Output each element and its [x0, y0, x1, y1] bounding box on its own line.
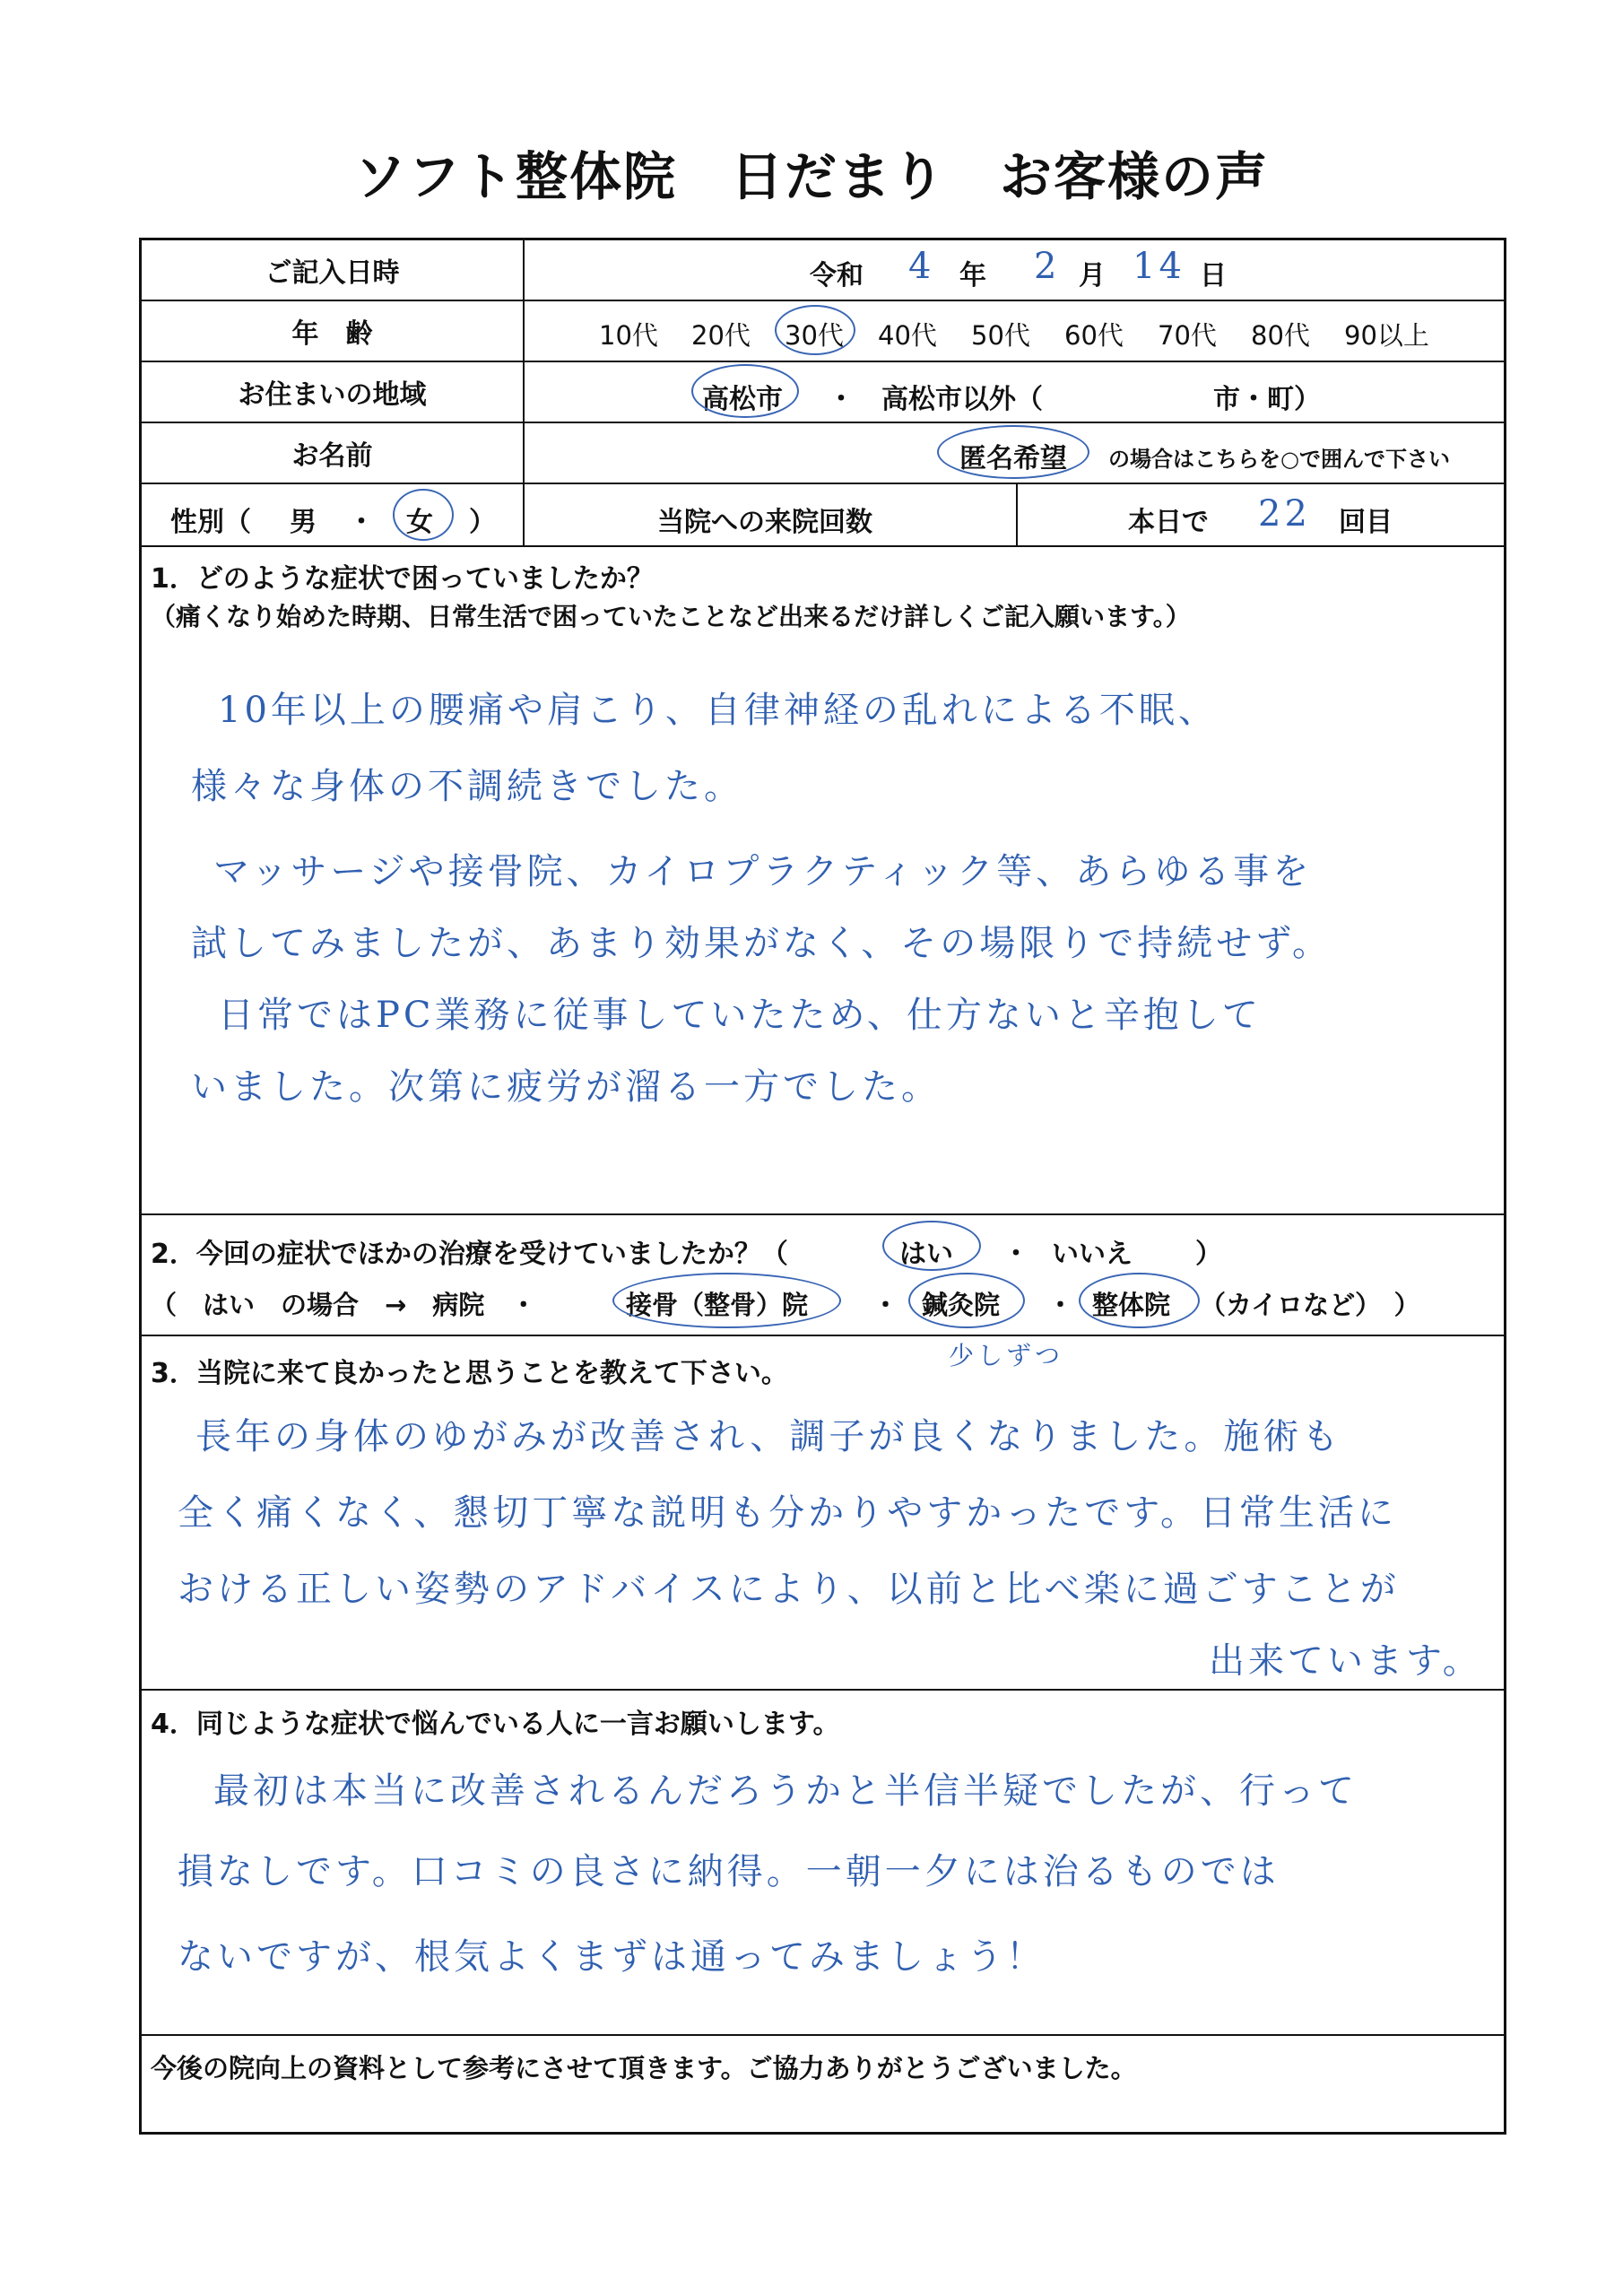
q4-answer-line: 損なしです。口コミの良さに納得。一朝一夕には治るものでは [178, 1851, 1280, 1892]
q1-answer-line: 試してみましたが、あまり効果がなく、その場限りで持続せず。 [191, 923, 1332, 964]
today-label: 本日で [1128, 507, 1209, 538]
age-option[interactable]: 50代 [971, 320, 1030, 351]
q3-answer-line: おける正しい姿勢のアドバイスにより、以前と比べ楽に過ごすことが [178, 1569, 1400, 1610]
area-label: お住まいの地域 [238, 379, 427, 411]
age-row [142, 301, 1504, 362]
gender-male[interactable]: 男 [290, 507, 317, 538]
age-option[interactable]: 60代 [1064, 320, 1124, 351]
q3-answer-line: 全く痛くなく、懇切丁寧な説明も分かりやすかったです。日常生活に [178, 1492, 1397, 1534]
age-option[interactable]: 70代 [1158, 320, 1217, 351]
area-row [142, 362, 1504, 423]
area-option-other[interactable]: 高松市以外（ [881, 384, 1043, 415]
selection-circle [882, 1221, 981, 1271]
age-option[interactable]: 40代 [878, 320, 937, 351]
anonymous-note: の場合はこちらを○で囲んで下さい [1108, 447, 1450, 472]
selection-circle [612, 1273, 841, 1328]
q2-question: 2．今回の症状でほかの治療を受けていましたか？（ [151, 1239, 788, 1270]
selection-circle [775, 305, 855, 355]
q2-section [142, 1215, 1504, 1336]
survey-form [139, 238, 1506, 2135]
age-label: 年 齢 [291, 318, 373, 350]
area-suffix: 市・町） [1213, 384, 1321, 415]
q2-opt-seitai[interactable]: 整体院 [1092, 1290, 1171, 1320]
q4-question: 4．同じような症状で悩んでいる人に一言お願いします。 [151, 1709, 840, 1740]
q1-section [142, 547, 1504, 1215]
selection-circle [393, 489, 454, 541]
anonymous-option[interactable]: 匿名希望 [959, 443, 1067, 474]
q2-opt-bone[interactable]: 接骨（整骨）院 [626, 1290, 809, 1320]
date-label: ご記入日時 [265, 257, 400, 289]
q2-no[interactable]: いいえ [1052, 1239, 1133, 1270]
q3-insert-note: 少しずつ [949, 1341, 1064, 1370]
q1-answer-line: いました。次第に疲労が溜る一方でした。 [191, 1066, 941, 1108]
name-row [142, 423, 1504, 484]
year-value[interactable]: 4 [908, 246, 935, 287]
q2-yes[interactable]: はい [899, 1239, 953, 1270]
divider [523, 301, 525, 361]
date-row [142, 240, 1504, 301]
age-option[interactable]: 20代 [691, 320, 751, 351]
selection-circle [908, 1273, 1025, 1328]
q3-answer-line: 出来ています。 [1209, 1640, 1482, 1682]
q2-sub-open: （ はい の場合 → 病院 ・ [151, 1290, 537, 1320]
q1-answer-line: マッサージや接骨院、カイロプラクティック等、あらゆる事を [213, 851, 1313, 892]
q3-question: 3．当院に来て良かったと思うことを教えて下さい。 [151, 1358, 788, 1389]
gender-close: ） [469, 507, 496, 538]
month-unit: 月 [1079, 260, 1106, 291]
q2-close: ） [1195, 1239, 1222, 1270]
q4-answer-line: ないですが、根気よくまずは通ってみましょう！ [178, 1936, 1046, 1978]
day-value[interactable]: 14 [1133, 246, 1185, 287]
age-option[interactable]: 80代 [1251, 320, 1310, 351]
q1-sub: （痛くなり始めた時期、日常生活で困っていたことなど出来るだけ詳しくご記入願います。） [151, 602, 1191, 631]
age-option[interactable]: 90以上 [1344, 320, 1429, 351]
name-label: お名前 [291, 440, 373, 472]
q2-dot: ・ [1002, 1239, 1029, 1270]
selection-circle [691, 364, 799, 418]
era-label: 令和 [810, 260, 864, 291]
footer-row [142, 2036, 1504, 2135]
q4-section [142, 1691, 1504, 2036]
divider [523, 484, 525, 545]
q1-answer-line: 日常ではPC業務に従事していたため、仕方ないと辛抱して [218, 995, 1262, 1036]
footer-text: 今後の院向上の資料として参考にさせて頂きます。ご協力ありがとうございました。 [151, 2053, 1137, 2083]
divider [523, 423, 525, 483]
month-value[interactable]: 2 [1034, 246, 1061, 287]
age-option-selected[interactable]: 30代 [785, 320, 844, 351]
q2-dot: ・ [872, 1290, 899, 1320]
q1-question: 1．どのような症状で困っていましたか？ [151, 563, 654, 595]
page-title: ソフト整体院 日だまり お客様の声 [353, 146, 1269, 207]
q4-answer-line: 最初は本当に改善されるんだろうかと半信半疑でしたが、行って [213, 1770, 1358, 1812]
selection-circle [1079, 1273, 1200, 1328]
q3-section [142, 1336, 1504, 1691]
area-option-takamatsu[interactable]: 高松市 [702, 384, 783, 415]
gender-female[interactable]: 女 [406, 507, 433, 538]
selection-circle [937, 425, 1089, 479]
q3-answer-line: 長年の身体のゆがみが改善され、調子が良くなりました。施術も [195, 1416, 1342, 1457]
divider [523, 362, 525, 422]
age-option[interactable]: 10代 [599, 320, 658, 351]
q2-opt-acu[interactable]: 鍼灸院 [922, 1290, 1001, 1320]
q2-opt-seitai-note: （カイロなど） ） [1200, 1290, 1420, 1320]
q2-dot: ・ [1047, 1290, 1074, 1320]
q1-answer-line: 様々な身体の不調続きでした。 [191, 766, 743, 807]
visits-label: 当院への来院回数 [657, 507, 872, 538]
year-unit: 年 [959, 260, 986, 291]
visit-count[interactable]: 22 [1258, 493, 1311, 535]
day-unit: 日 [1200, 260, 1227, 291]
divider [1016, 484, 1018, 545]
gender-dot: ・ [348, 507, 375, 538]
area-sep: ・ [828, 384, 855, 415]
count-unit: 回目 [1339, 507, 1393, 538]
divider [523, 240, 525, 300]
gender-row [142, 484, 1504, 547]
q1-answer-line: 10年以上の腰痛や肩こり、自律神経の乱れによる不眠、 [218, 690, 1218, 731]
gender-open: 性別（ [170, 507, 251, 538]
